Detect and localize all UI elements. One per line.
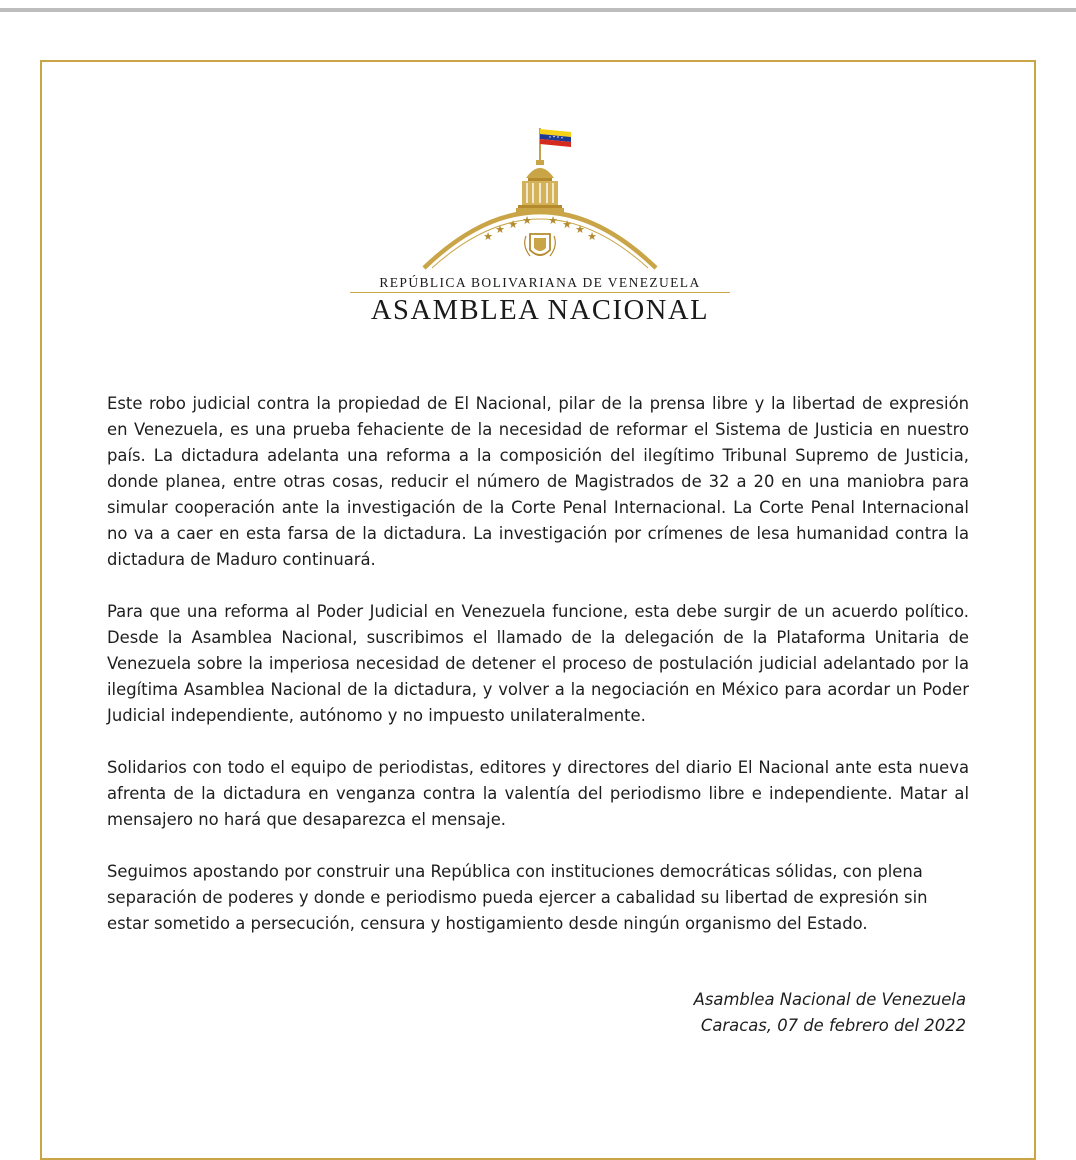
svg-text:★: ★	[483, 230, 493, 243]
logo-subtitle: REPÚBLICA BOLIVARIANA DE VENEZUELA	[379, 275, 701, 290]
svg-text:★: ★	[562, 218, 572, 231]
paragraph-3: Solidarios con todo el equipo de periodistas, editores y directores del diario El Nacional ante esta nueva afrenta de la dictadura en venganza contra la valentía del periodismo libre e independiente. Matar al mensajero no hará que desaparezca el mensaje.	[107, 758, 969, 829]
paragraph-2: Para que una reforma al Poder Judicial en Venezuela funcione, esta debe surgir de un acuerdo político. Desde la Asamblea Nacional, suscribimos el llamado de la delegación de la Plataforma Unitaria de Venezuela sobre la imperiosa necesidad de detener el proceso de postulación judicial adelantado por la ilegítima Asamblea Nacional de la dictadura, y volver a la negociación en México para acordar un Poder Judicial independiente, autónomo y no impuesto unilateralmente.	[107, 602, 969, 725]
capitol-dome-emblem-icon	[350, 120, 730, 270]
statement-body	[107, 391, 969, 963]
svg-text:★: ★	[522, 214, 532, 227]
paragraph-1: Este robo judicial contra la propiedad de El Nacional, pilar de la prensa libre y la libertad de expresión en Venezuela, es una prueba fehaciente de la necesidad de reformar el Sistema de Justicia en nuestro país. La dictadura adelanta una reforma a la composición del ilegítimo Tribunal Supremo de Justicia, donde planea, entre otras cosas, reducir el número de Magistrados de 32 a 20 en una maniobra para simular cooperación ante la investigación de la Corte Penal Internacional. La Corte Penal Internacional no va a caer en esta farsa de la dictadura. La investigación por crímenes de lesa humanidad contra la dictadura de Maduro continuará.	[107, 394, 969, 569]
svg-text:★: ★	[587, 230, 597, 243]
paragraph-4: Seguimos apostando por construir una República con instituciones democráticas sólidas, con plena separación de poderes y donde e periodismo pueda ejercer a cabalidad su libertad de expresión sin estar sometido a persecución, censura y hostigamiento desde ningún organismo del Estado.	[107, 862, 928, 933]
svg-text:★: ★	[548, 214, 558, 227]
signature-block	[694, 987, 966, 1039]
logo-title: ASAMBLEA NACIONAL	[370, 295, 710, 326]
svg-text:★: ★	[508, 218, 518, 231]
asamblea-nacional-logo	[350, 120, 730, 330]
svg-text:★: ★	[575, 223, 585, 236]
signature-place-date: Caracas, 07 de febrero del 2022	[700, 1016, 966, 1035]
svg-text:★: ★	[495, 223, 505, 236]
signature-organization: Asamblea Nacional de Venezuela	[693, 990, 966, 1009]
logo-divider	[350, 292, 730, 293]
top-divider	[0, 8, 1076, 12]
